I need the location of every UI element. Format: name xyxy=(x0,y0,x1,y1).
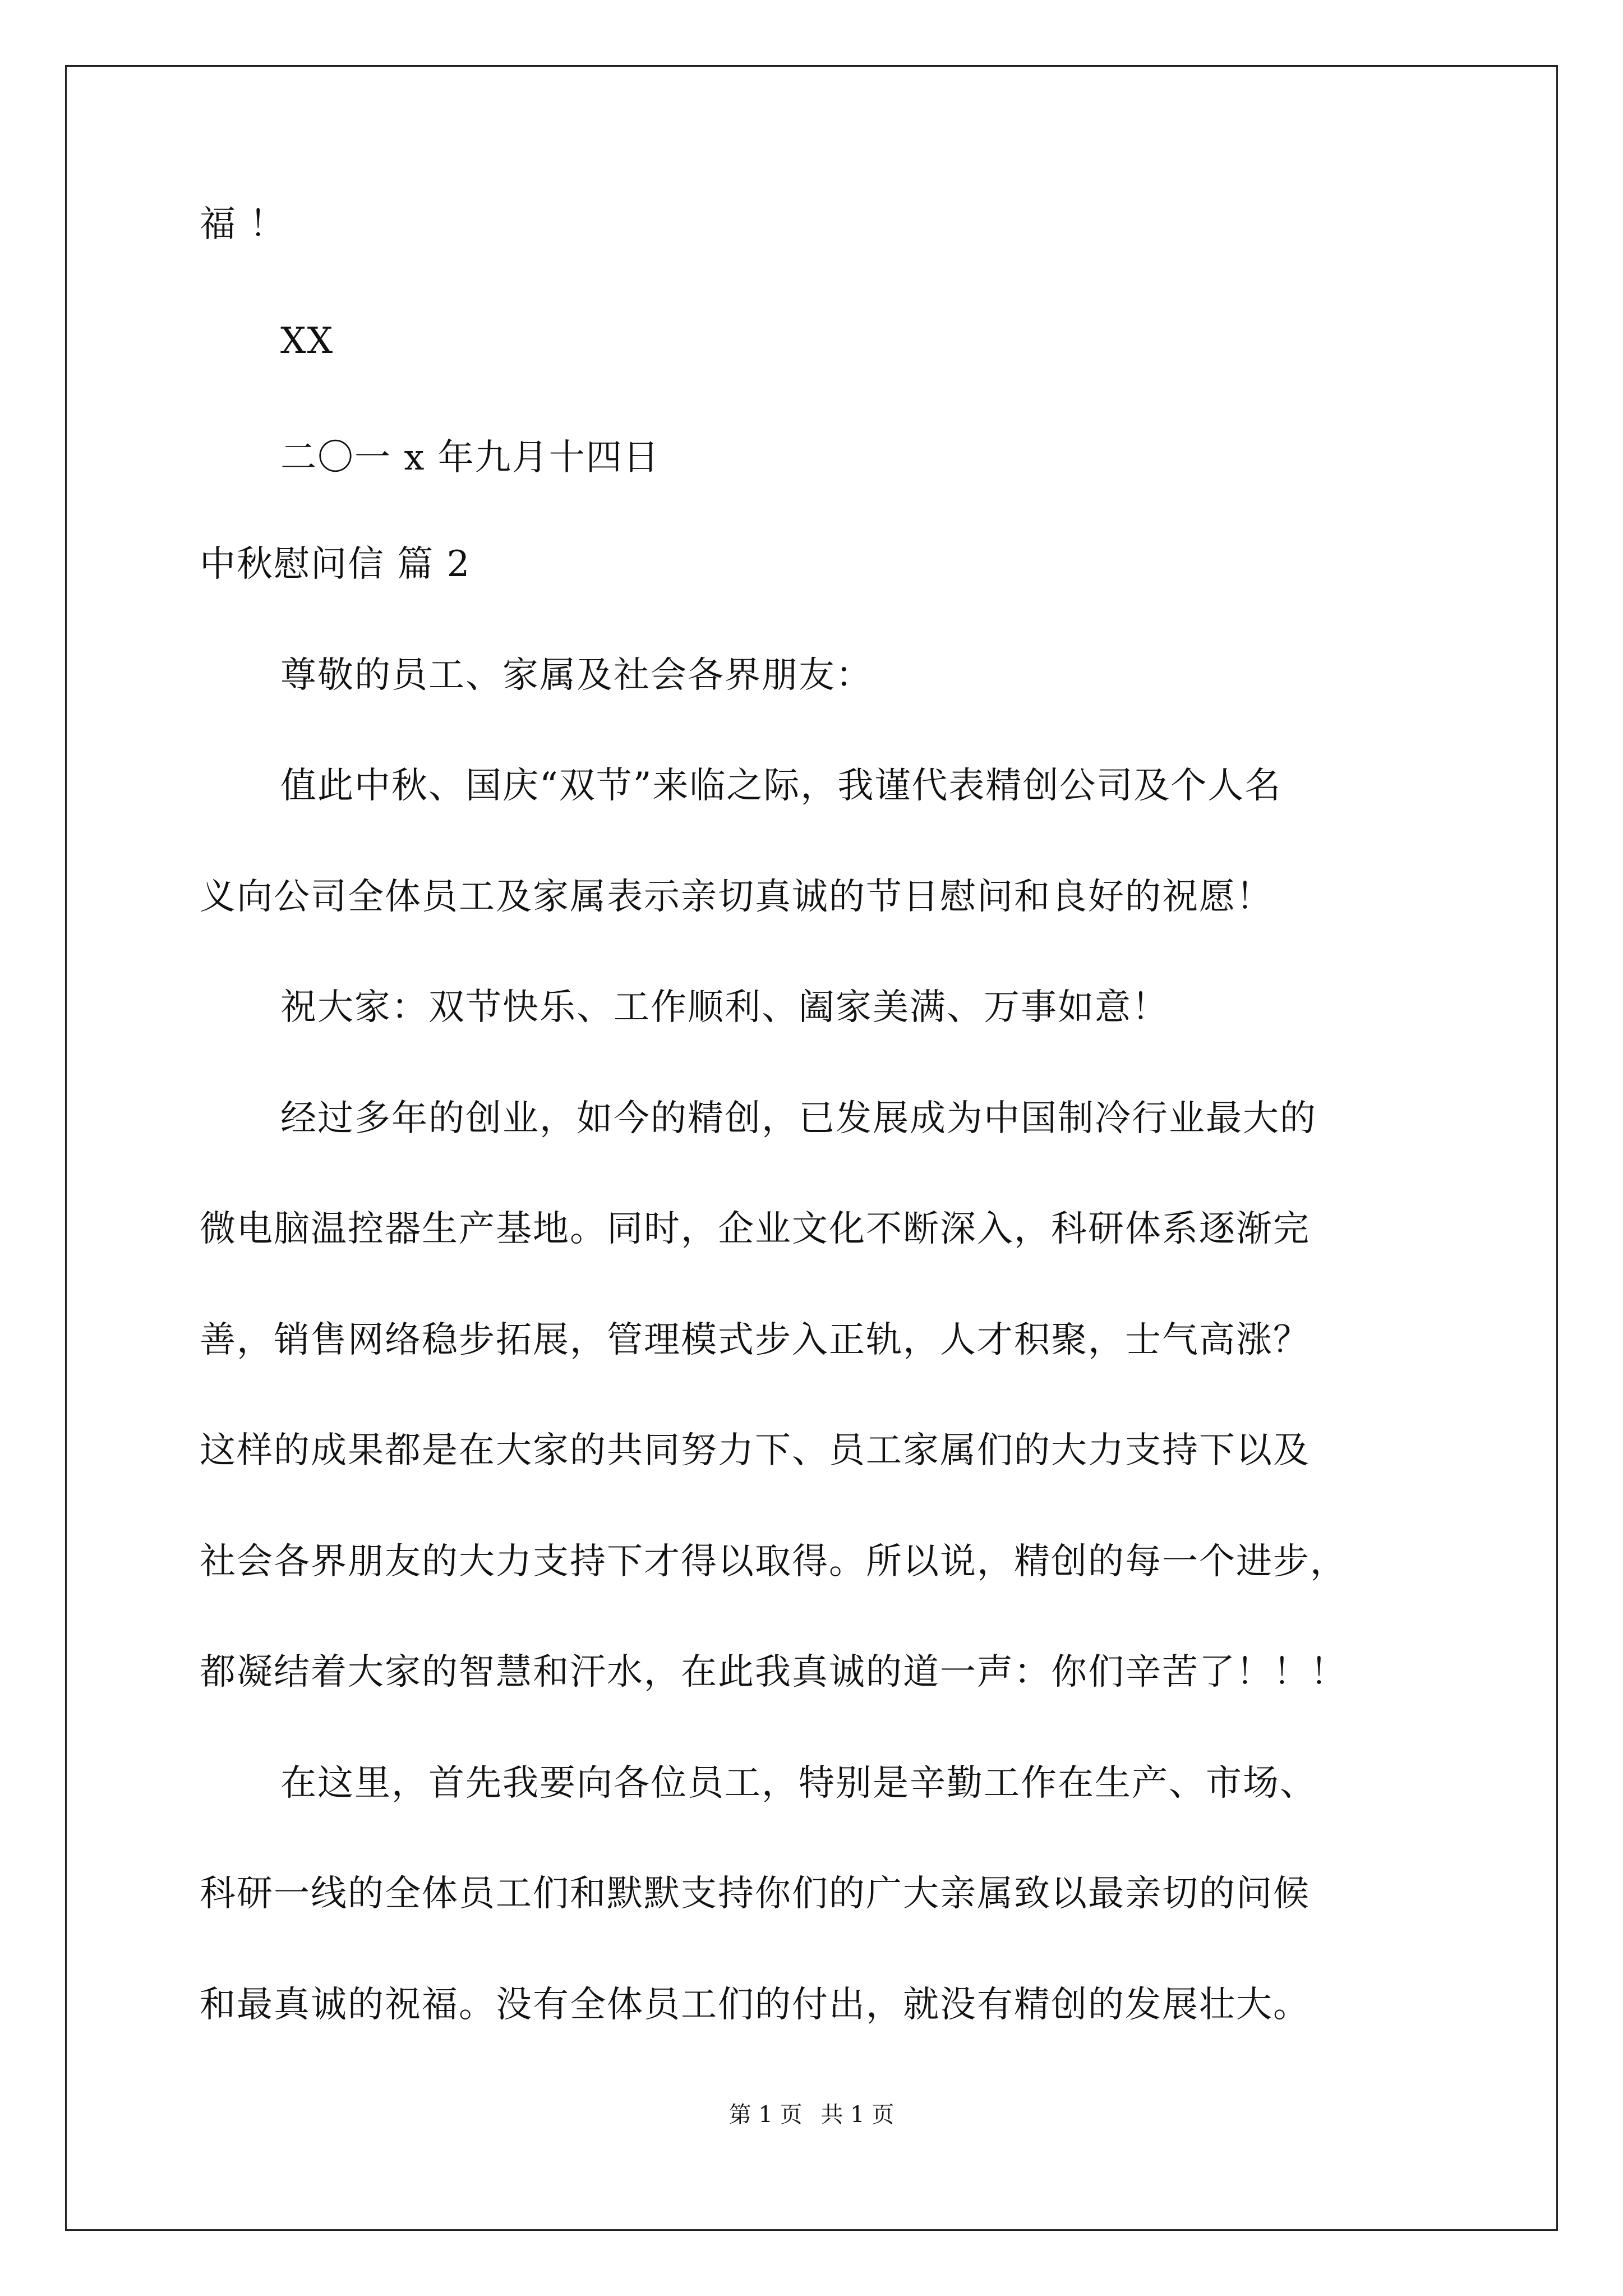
paragraph-3-line-6: 都凝结着大家的智慧和汗水，在此我真诚的道一声：你们辛苦了！！！ xyxy=(200,1651,1347,1693)
paragraph-4-line-2: 科研一线的全体员工们和默默支持你们的广大亲属致以最亲切的问候 xyxy=(200,1873,1310,1915)
paragraph-1-line-1: 值此中秋、国庆“双节”来临之际，我谨代表精创公司及个人名 xyxy=(280,765,1282,807)
section-heading: 中秋慰问信 篇 2 xyxy=(200,544,471,585)
paragraph-1-line-2: 义向公司全体员工及家属表示亲切真诚的节日慰问和良好的祝愿！ xyxy=(200,876,1273,918)
paragraph-3-line-5: 社会各界朋友的大力支持下才得以取得。所以说，精创的每一个进步， xyxy=(200,1541,1347,1582)
paragraph-3-line-1: 经过多年的创业，如今的精创，已发展成为中国制冷行业最大的 xyxy=(280,1098,1317,1139)
page-footer xyxy=(0,2101,1623,2129)
paragraph-4-line-3: 和最真诚的祝福。没有全体员工们的付出，就没有精创的发展壮大。 xyxy=(200,1984,1310,2026)
page-number: 第 1 页 xyxy=(728,2102,803,2128)
paragraph-3-line-2: 微电脑温控器生产基地。同时，企业文化不断深入，科研体系逐渐完 xyxy=(200,1208,1310,1250)
salutation: 尊敬的员工、家属及社会各界朋友： xyxy=(280,655,873,696)
page-total: 共 1 页 xyxy=(820,2102,895,2128)
paragraph-3-line-3: 善，销售网络稳步拓展，管理模式步入正轨，人才积聚，士气高涨？ xyxy=(200,1319,1310,1361)
text-line-1: 福 ！ xyxy=(200,204,287,245)
paragraph-2-line-1: 祝大家：双节快乐、工作顺利、阖家美满、万事如意！ xyxy=(280,987,1169,1028)
text-line-3: 二〇一 x 年九月十四日 xyxy=(280,437,660,478)
paragraph-3-line-4: 这样的成果都是在大家的共同努力下、员工家属们的大力支持下以及 xyxy=(200,1430,1310,1471)
paragraph-4-line-1: 在这里，首先我要向各位员工，特别是辛勤工作在生产、市场、 xyxy=(280,1763,1317,1804)
text-line-2: XX xyxy=(280,320,334,362)
